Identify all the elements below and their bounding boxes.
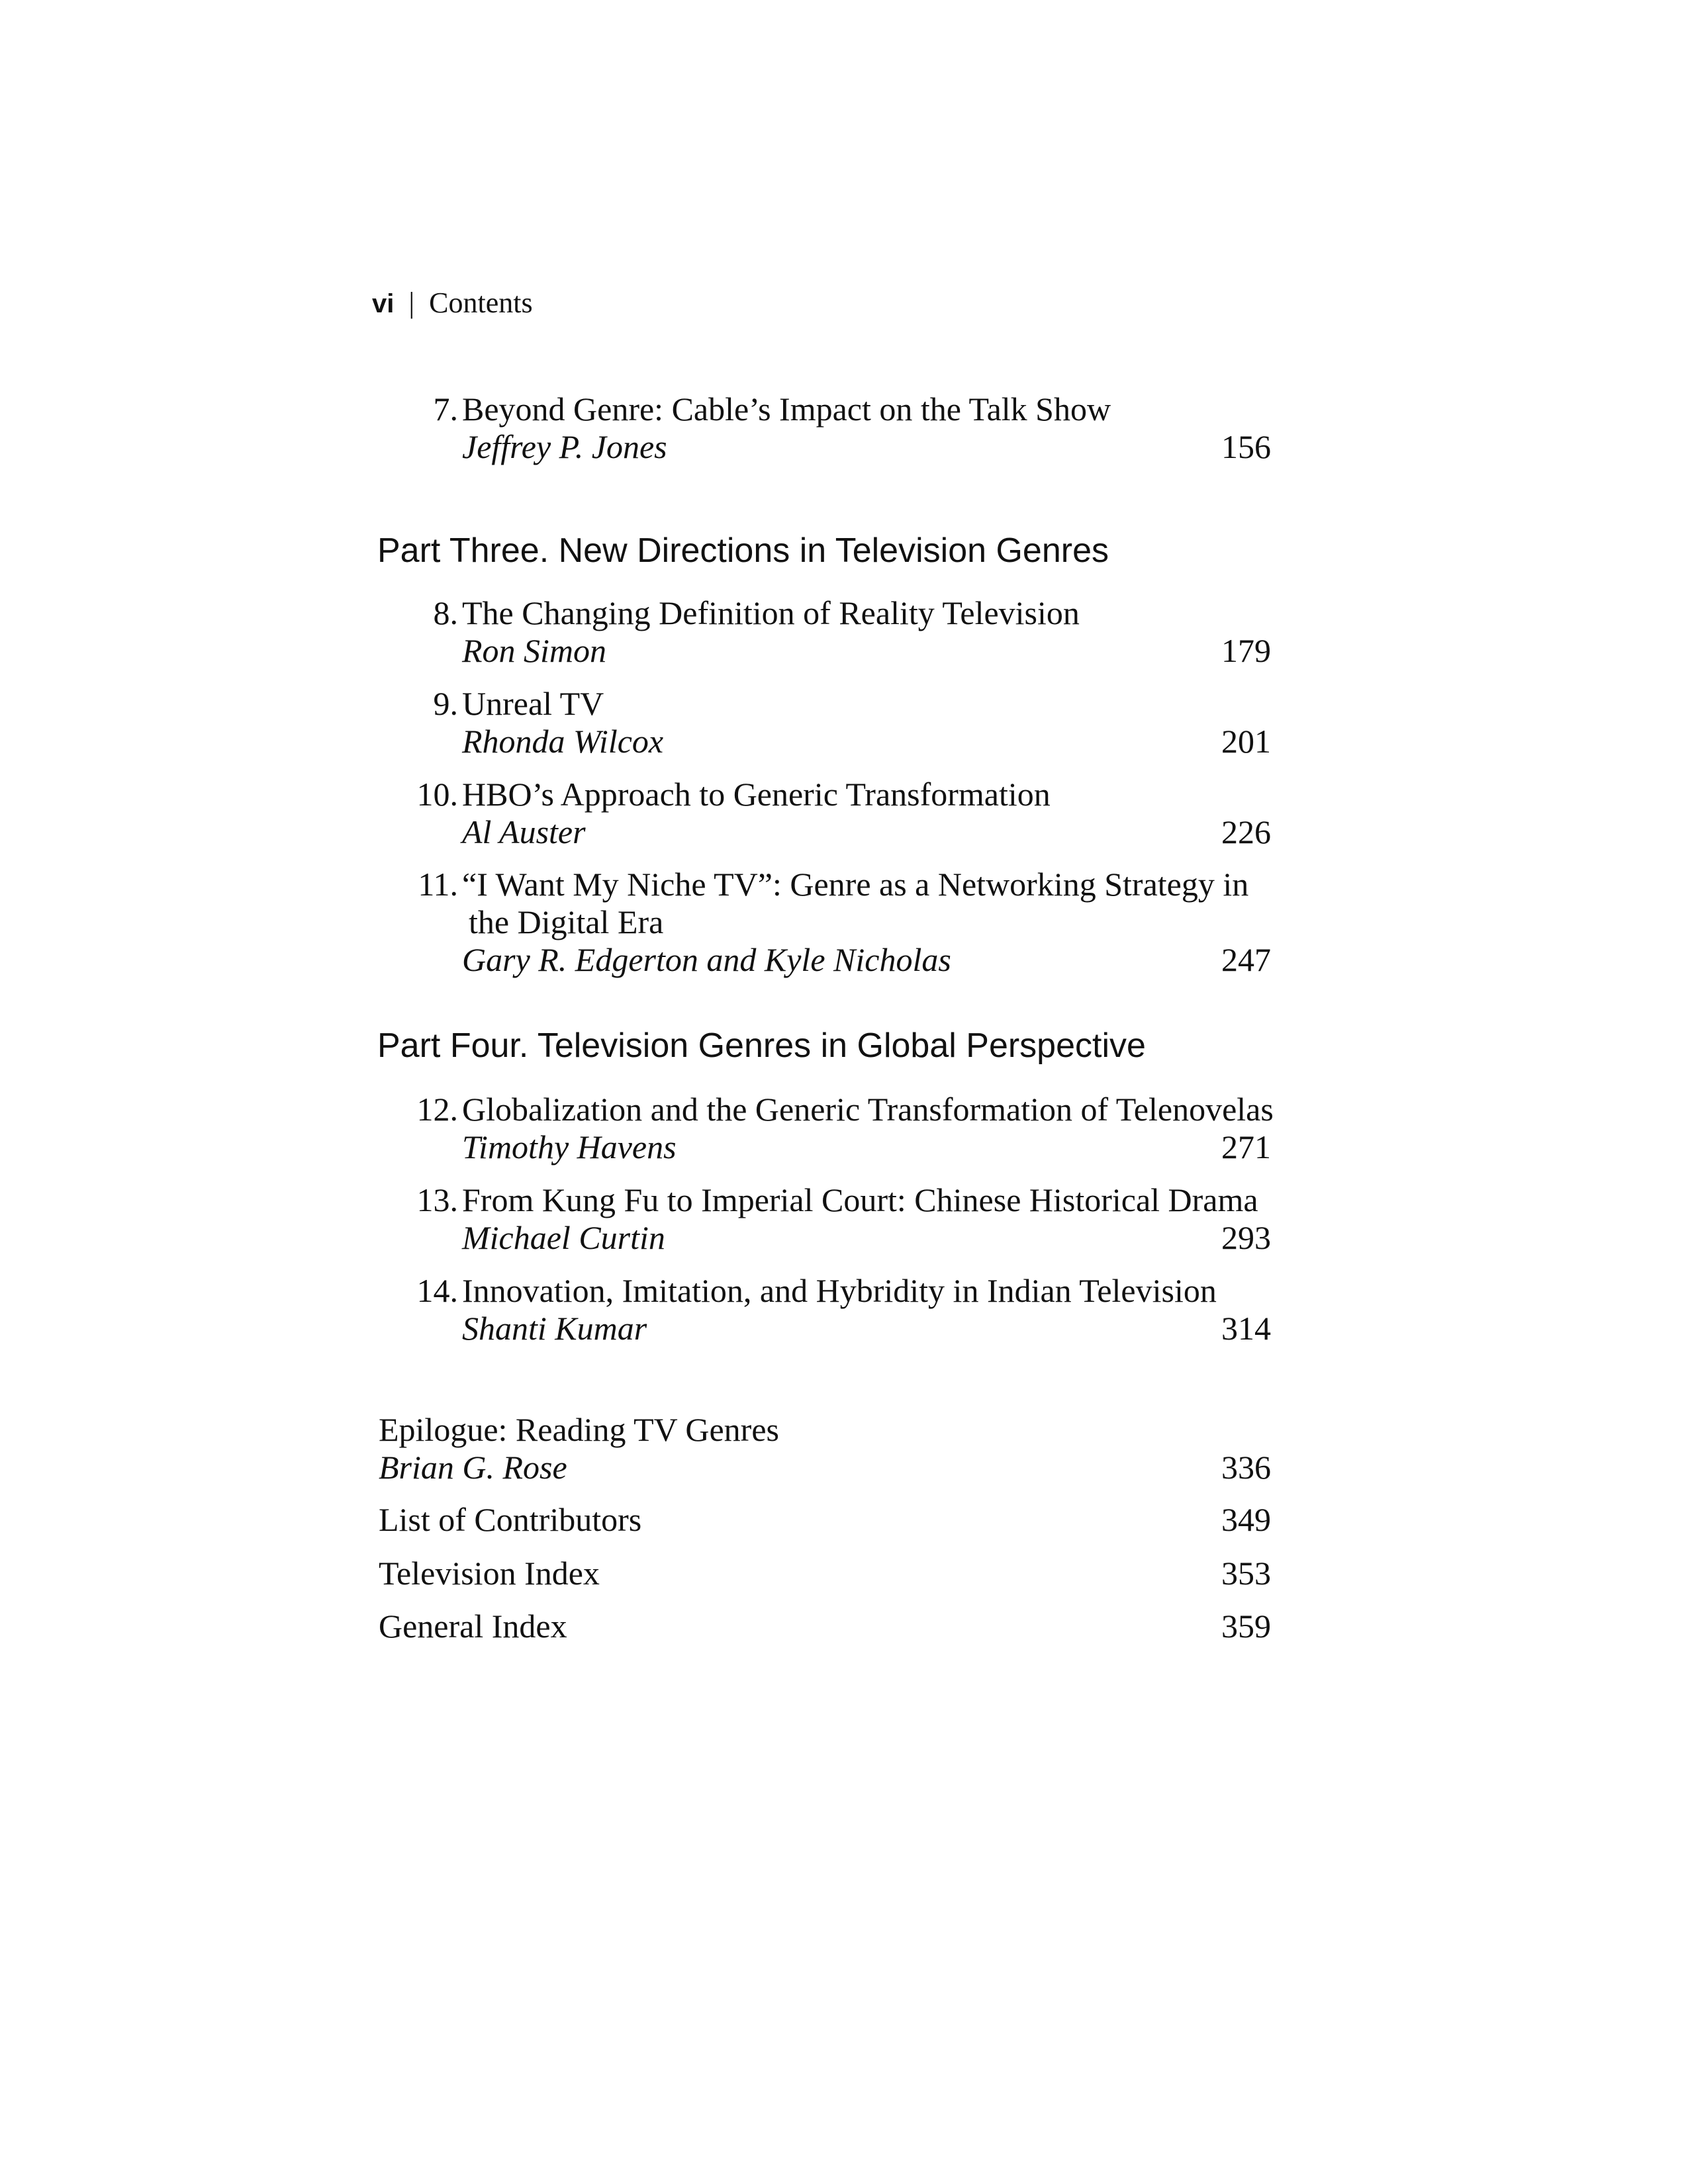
chapter-number: 12. — [416, 1091, 458, 1128]
toc-entry-general-index[interactable] — [379, 1608, 1271, 1645]
chapter-title-line-2: the Digital Era — [469, 903, 664, 940]
toc-entry-chapter-9[interactable] — [410, 685, 1271, 760]
chapter-number: 13. — [416, 1181, 458, 1218]
running-head-separator: | — [408, 287, 415, 319]
chapter-title: Unreal TV — [462, 685, 604, 722]
part-three-heading: Part Three. New Directions in Television Genres — [377, 531, 1109, 570]
general-index-label: General Index — [379, 1608, 567, 1645]
chapter-title: From Kung Fu to Imperial Court: Chinese Historical Drama — [462, 1181, 1258, 1218]
toc-entry-chapter-10[interactable] — [410, 776, 1271, 851]
chapter-page-number: 179 — [1221, 632, 1271, 669]
chapter-number: 11. — [418, 866, 458, 903]
toc-entry-television-index[interactable] — [379, 1555, 1271, 1592]
chapter-page-number: 271 — [1221, 1128, 1271, 1165]
contributors-page-number: 349 — [1221, 1501, 1271, 1538]
general-index-page-number: 359 — [1221, 1608, 1271, 1645]
chapter-page-number: 247 — [1221, 941, 1271, 978]
chapter-title: Beyond Genre: Cable’s Impact on the Talk Show — [462, 390, 1111, 428]
chapter-title-line-1: “I Want My Niche TV”: Genre as a Networking Strategy in — [462, 866, 1249, 903]
part-four-heading: Part Four. Television Genres in Global Perspective — [377, 1026, 1146, 1065]
toc-entry-chapter-7[interactable] — [410, 390, 1271, 466]
television-index-page-number: 353 — [1221, 1555, 1271, 1592]
chapter-page-number: 156 — [1221, 428, 1271, 465]
chapter-page-number: 226 — [1221, 813, 1271, 850]
epilogue-title: Epilogue: Reading TV Genres — [379, 1411, 779, 1448]
toc-entry-chapter-14[interactable] — [410, 1272, 1271, 1347]
running-head — [372, 285, 533, 322]
epilogue-page-number: 336 — [1221, 1449, 1271, 1486]
chapter-author: Jeffrey P. Jones — [462, 428, 667, 465]
television-index-label: Television Index — [379, 1555, 600, 1592]
toc-entry-chapter-13[interactable] — [410, 1181, 1271, 1257]
toc-entry-epilogue[interactable] — [379, 1411, 1271, 1486]
chapter-number: 9. — [433, 685, 458, 722]
chapter-title: HBO’s Approach to Generic Transformation — [462, 776, 1051, 813]
contributors-label: List of Contributors — [379, 1501, 642, 1538]
chapter-title: The Changing Definition of Reality Television — [462, 594, 1080, 631]
chapter-author: Timothy Havens — [462, 1128, 677, 1165]
chapter-title: Globalization and the Generic Transformation of Telenovelas — [462, 1091, 1274, 1128]
chapter-title: Innovation, Imitation, and Hybridity in Indian Television — [462, 1272, 1217, 1309]
chapter-number: 7. — [433, 390, 458, 428]
toc-entry-chapter-8[interactable] — [410, 594, 1271, 670]
toc-entry-chapter-12[interactable] — [410, 1091, 1274, 1166]
toc-entry-contributors[interactable] — [379, 1501, 1271, 1539]
chapter-number: 14. — [416, 1272, 458, 1309]
chapter-page-number: 201 — [1221, 723, 1271, 760]
toc-entry-chapter-11[interactable] — [410, 866, 1271, 979]
chapter-author: Michael Curtin — [462, 1219, 665, 1256]
running-head-title: Contents — [429, 287, 533, 319]
page-folio: vi — [372, 289, 395, 318]
chapter-page-number: 314 — [1221, 1310, 1271, 1347]
chapter-author: Gary R. Edgerton and Kyle Nicholas — [462, 941, 951, 978]
chapter-author: Ron Simon — [462, 632, 607, 669]
chapter-author: Shanti Kumar — [462, 1310, 647, 1347]
chapter-author: Rhonda Wilcox — [462, 723, 664, 760]
chapter-number: 10. — [416, 776, 458, 813]
chapter-author: Al Auster — [462, 813, 586, 850]
chapter-page-number: 293 — [1221, 1219, 1271, 1256]
chapter-number: 8. — [433, 594, 458, 631]
epilogue-author: Brian G. Rose — [379, 1449, 567, 1486]
